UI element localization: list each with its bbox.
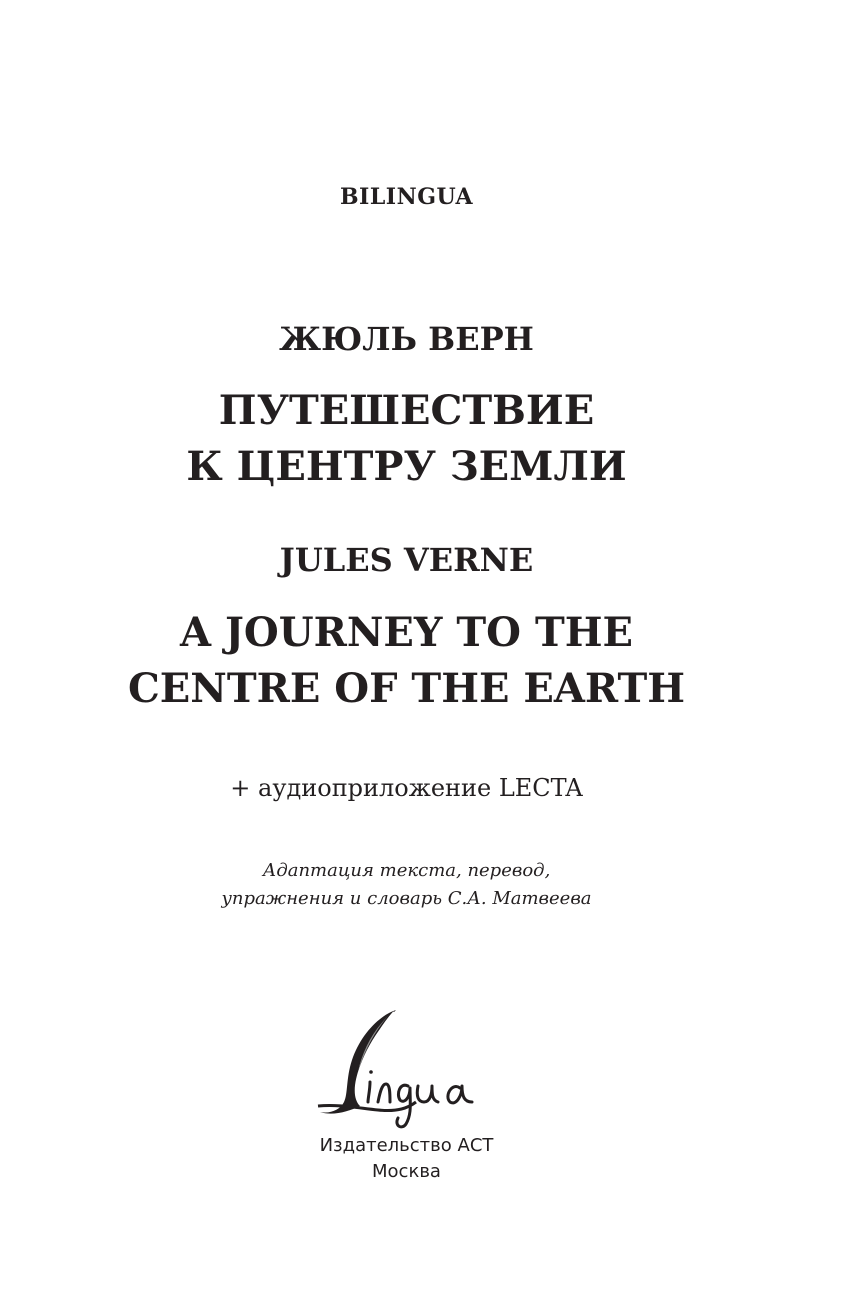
book-title-english-line-1: A JOURNEY TO THE xyxy=(180,609,633,656)
author-russian: ЖЮЛЬ ВЕРН xyxy=(279,320,534,358)
book-title-russian xyxy=(0,383,829,495)
adaptation-credits-line-2: упражнения и словарь С.А. Матвеева xyxy=(221,888,592,909)
publisher-city: Москва xyxy=(372,1161,441,1182)
series-name: BILINGUA xyxy=(339,184,474,210)
lingua-logo-base-stroke xyxy=(318,1102,416,1111)
audio-supplement-note: + аудиоприложение LECTA xyxy=(230,774,583,802)
book-title-english-line-2: CENTRE OF THE EARTH xyxy=(127,665,686,712)
adaptation-credits-line-1: Адаптация текста, перевод, xyxy=(262,860,551,881)
book-title-russian-line-1: ПУТЕШЕСТВИЕ xyxy=(218,387,595,434)
book-title-russian-line-2: К ЦЕНТРУ ЗЕМЛИ xyxy=(186,443,627,490)
lingua-logo-leaf xyxy=(320,1010,396,1114)
adaptation-credits xyxy=(0,857,829,913)
lingua-logo-icon xyxy=(308,1002,508,1132)
publisher-name: Издательство АСТ xyxy=(319,1135,494,1156)
publisher-info xyxy=(0,1133,829,1185)
book-title-english xyxy=(0,605,829,717)
lingua-logo-script xyxy=(368,1070,472,1127)
author-english: JULES VERNE xyxy=(279,541,534,579)
